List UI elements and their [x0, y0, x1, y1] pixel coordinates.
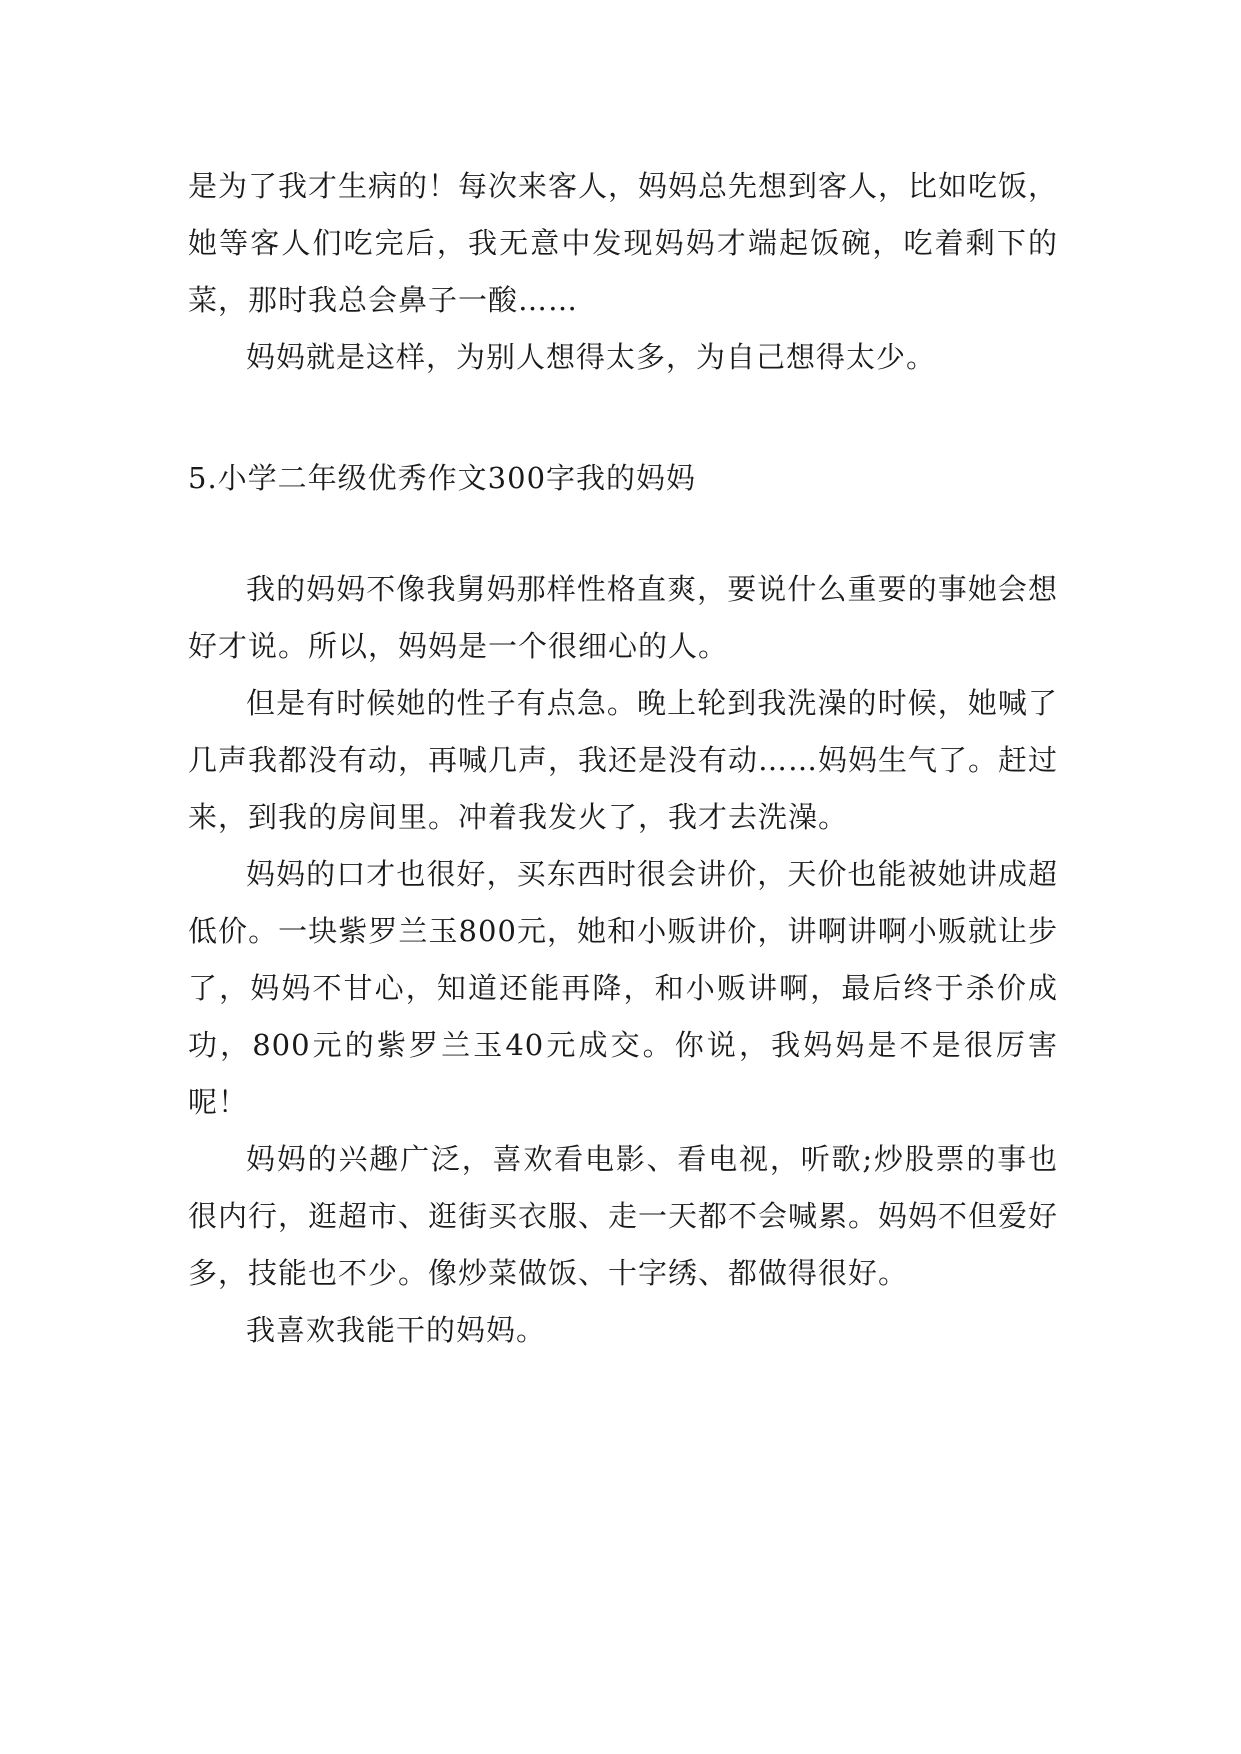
paragraph: 妈妈的口才也很好，买东西时很会讲价，天价也能被她讲成超低价。一块紫罗兰玉800元，她和小贩讲价，讲啊讲啊小贩就让步了，妈妈不甘心，知道还能再降，和小贩讲啊，最后终于杀价成功，800元的紫罗兰玉40元成交。你说，我妈妈是不是很厉害呢！ [188, 857, 1058, 1119]
section-heading: 5.小学二年级优秀作文300字我的妈妈 [188, 461, 697, 495]
continuation-text [188, 158, 1058, 386]
section-heading-block [188, 450, 1058, 507]
paragraph: 我的妈妈不像我舅妈那样性格直爽，要说什么重要的事她会想好才说。所以，妈妈是一个很细心的人。 [188, 572, 1058, 663]
paragraph: 但是有时候她的性子有点急。晚上轮到我洗澡的时候，她喊了几声我都没有动，再喊几声，我还是没有动……妈妈生气了。赶过来，到我的房间里。冲着我发火了，我才去洗澡。 [188, 686, 1059, 834]
paragraph: 我喜欢我能干的妈妈。 [246, 1313, 547, 1347]
paragraph: 妈妈的兴趣广泛，喜欢看电影、看电视，听歌;炒股票的事也很内行，逛超市、逛街买衣服、走一天都不会喊累。妈妈不但爱好多，技能也不少。像炒菜做饭、十字绣、都做得很好。 [188, 1142, 1059, 1290]
essay-body [188, 561, 1058, 1359]
paragraph: 是为了我才生病的！每次来客人，妈妈总先想到客人，比如吃饭，她等客人们吃完后，我无意中发现妈妈才端起饭碗，吃着剩下的菜，那时我总会鼻子一酸…… [188, 169, 1059, 317]
paragraph: 妈妈就是这样，为别人想得太多，为自己想得太少。 [246, 340, 937, 374]
